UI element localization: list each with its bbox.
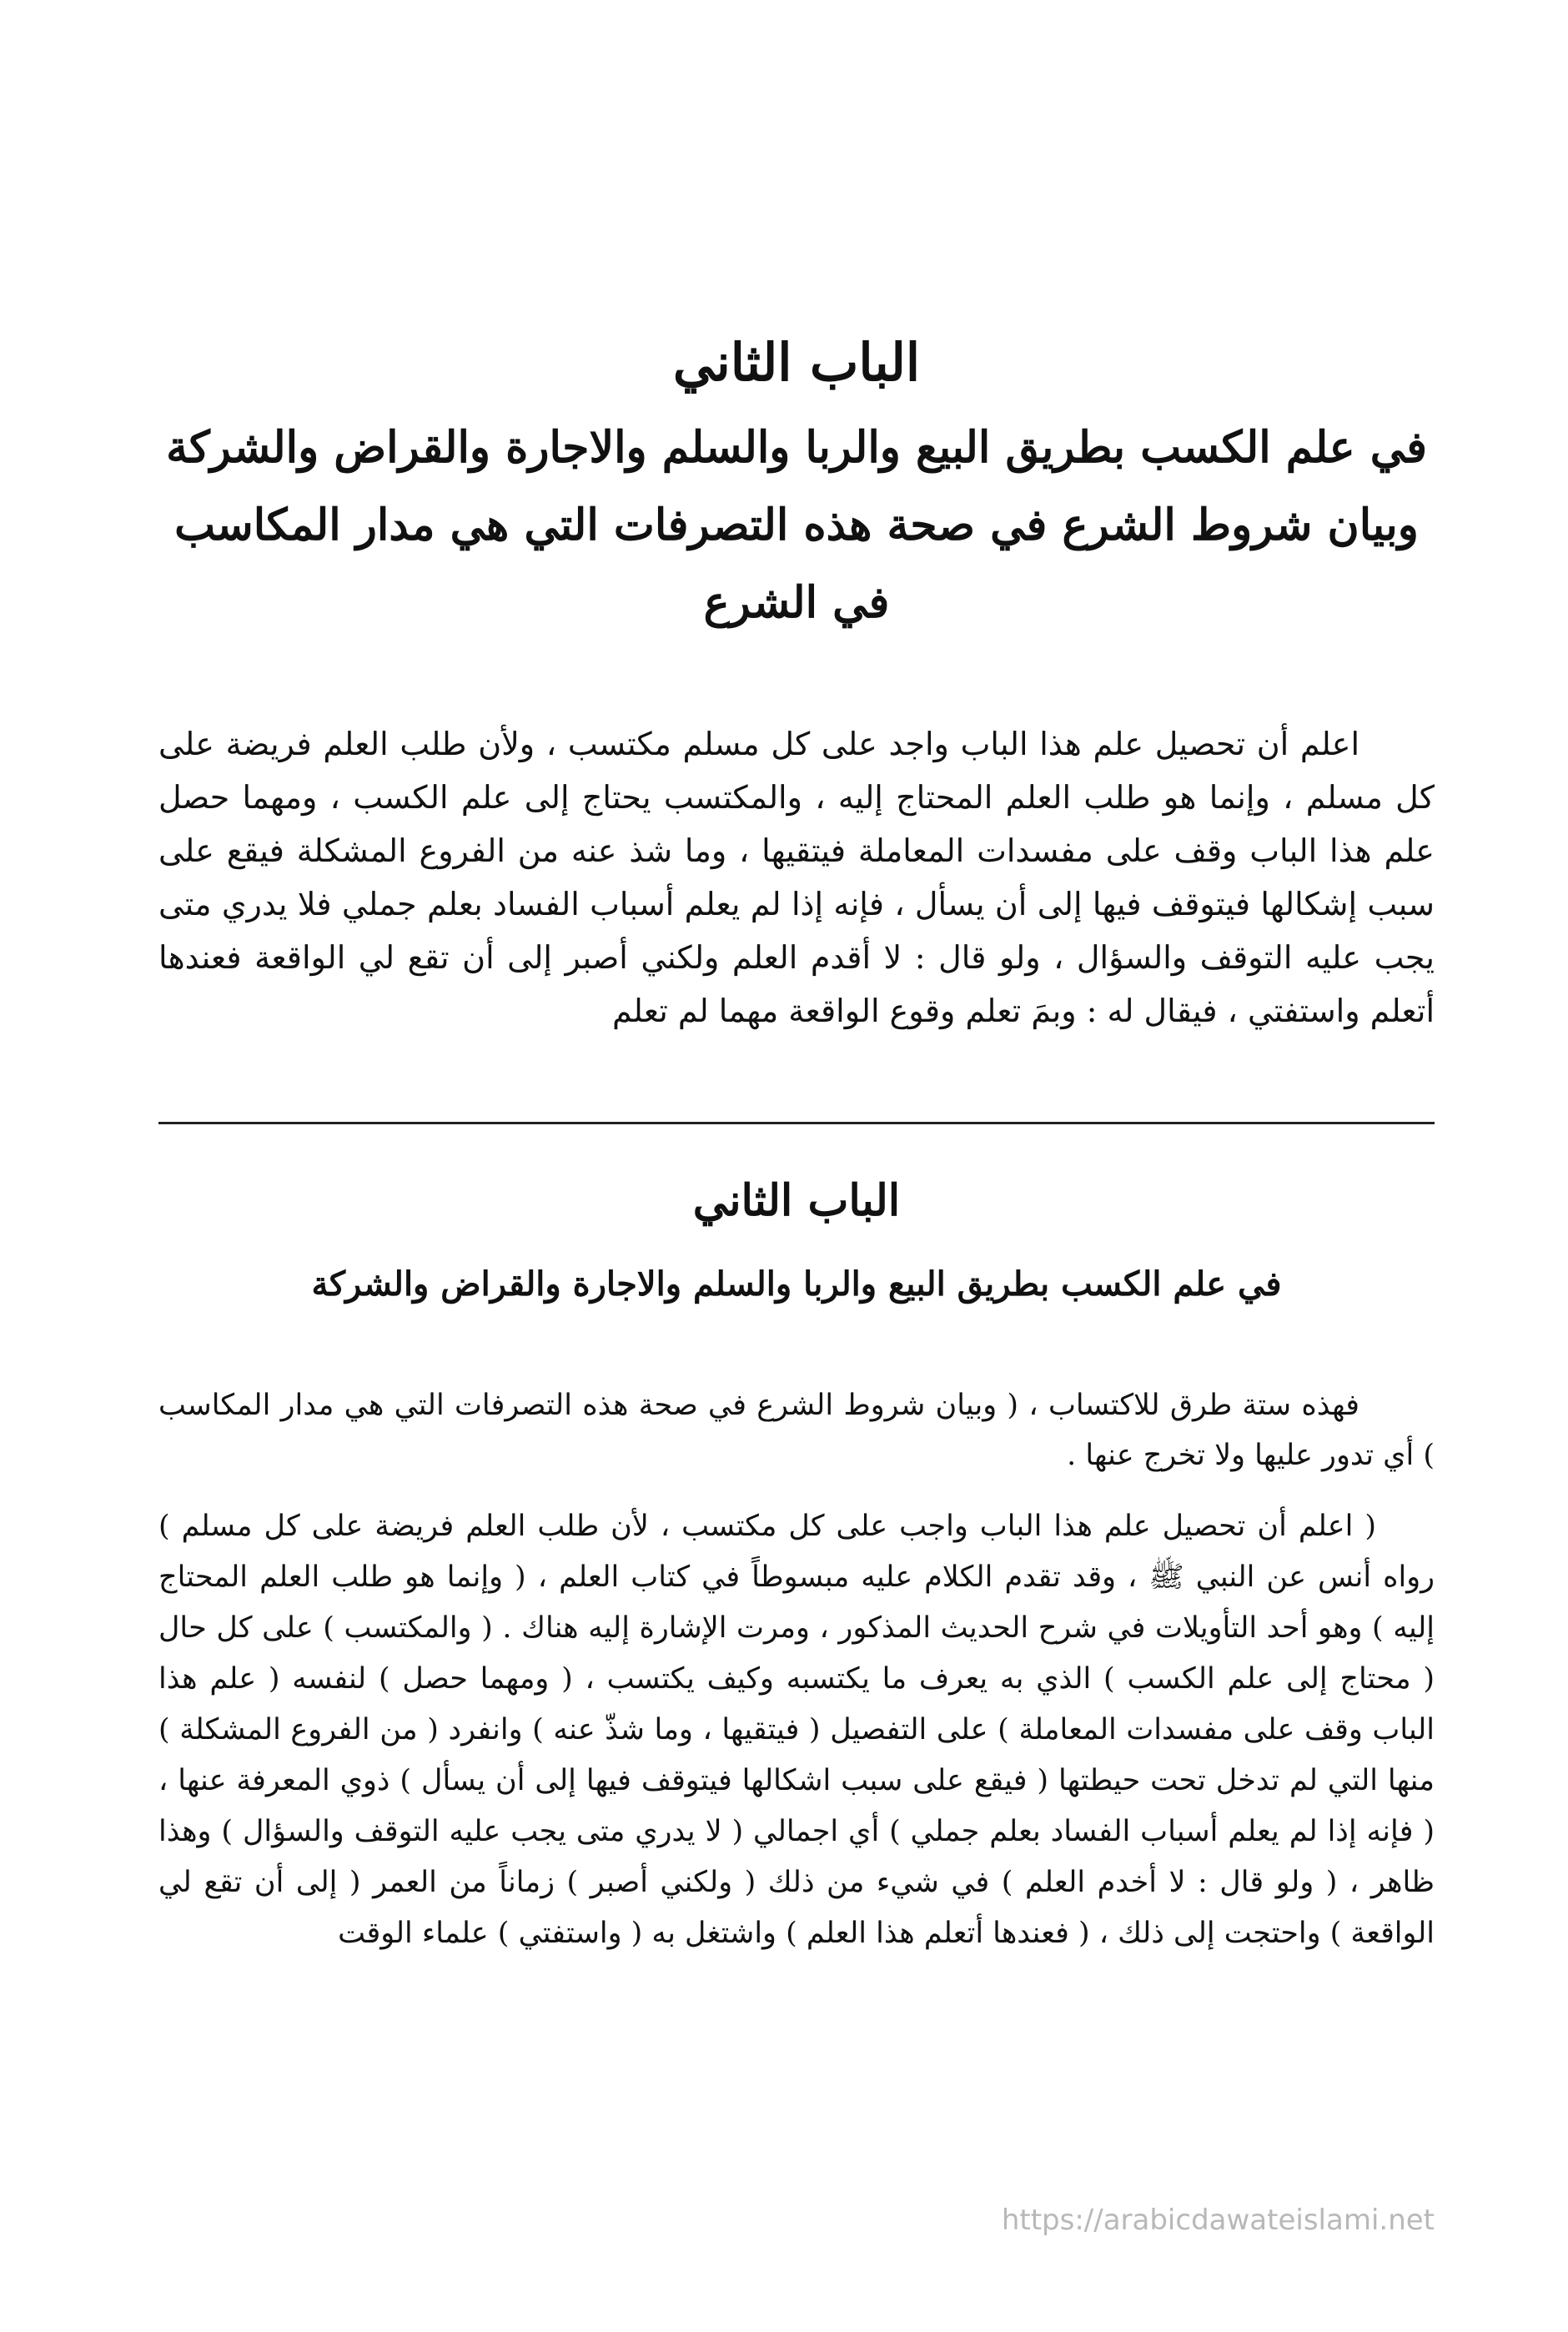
- sharh-paragraph-2: ( اعلم أن تحصيل علم هذا الباب واجب على كل مكتسب ، لأن طلب العلم فريضة على كل مسلم ) رواه أنس عن النبي ﷺ ، وقد تقدم الكلام عليه مبسوطاً في كتاب العلم ، ( وإنما هو طلب العلم المحتاج إليه ) وهو أحد التأويلات في شرح الحديث المذكور ، ومرت الإشارة إليه هناك . ( والمكتسب ) على كل حال ( محتاج إلى علم الكسب ) الذي به يعرف ما يكتسبه وكيف يكتسب ، ( ومهما حصل ) لنفسه ( علم هذا الباب وقف على مفسدات المعاملة ) على التفصيل ( فيتقيها ، وما شذّ عنه ) وانفرد ( من الفروع المشكلة ) منها التي لم تدخل تحت حيطتها ( فيقع على سبب اشكالها فيتوقف فيها إلى أن يسأل ) ذوي المعرفة عنها ، ( فإنه إذا لم يعلم أسباب الفساد بعلم جملي ) أي اجمالي ( لا يدري متى يجب عليه التوقف والسؤال ) وهذا ظاهر ، ( ولو قال : لا أخدم العلم ) في شيء من ذلك ( ولكني أصبر ) زماناً من العمر ( إلى أن تقع لي الواقعة ) واحتجت إلى ذلك ، ( فعندها أتعلم هذا العلم ) واشتغل به ( واستفتي ) علماء الوقت: [158, 1510, 1435, 1950]
- matn-chapter-subtitle: في علم الكسب بطريق البيع والربا والسلم والاجارة والقراض والشركة وبيان شروط الشرع في صحة هذه التصرفات التي هي مدار المكاسب في الشرع: [166, 422, 1427, 628]
- sharh-chapter-subtitle: في علم الكسب بطريق البيع والربا والسلم والاجارة والقراض والشركة: [311, 1264, 1282, 1304]
- sharh-paragraph-1: فهذه ستة طرق للاكتساب ، ( وبيان شروط الشرع في صحة هذه التصرفات التي هي مدار المكاسب ) أي تدور عليها ولا تخرج عنها .: [158, 1389, 1435, 1472]
- matn-chapter-title: الباب الثاني: [672, 332, 921, 393]
- matn-paragraph: اعلم أن تحصيل علم هذا الباب واجد على كل مسلم مكتسب ، ولأن طلب العلم فريضة على كل مسلم ، وإنما هو طلب العلم المحتاج إليه ، والمكتسب يحتاج إلى علم الكسب ، ومهما حصل علم هذا الباب وقف على مفسدات المعاملة فيتقيها ، وما شذ عنه من الفروع المشكلة فيقع على سبب إشكالها فيتوقف فيها إلى أن يسأل ، فإنه إذا لم يعلم أسباب الفساد بعلم جملي فلا يدري متى يجب عليه التوقف والسؤال ، ولو قال : لا أقدم العلم ولكني أصبر إلى أن تقع لي الواقعة فعندها أتعلم واستفتي ، فيقال له : وبمَ تعلم وقوع الواقعة مهما لم تعلم: [158, 726, 1435, 1029]
- watermark-url: https://arabicdawateislami.net: [1001, 2204, 1435, 2237]
- sharh-chapter-title: الباب الثاني: [692, 1175, 901, 1226]
- separator-rule: [158, 1122, 1435, 1124]
